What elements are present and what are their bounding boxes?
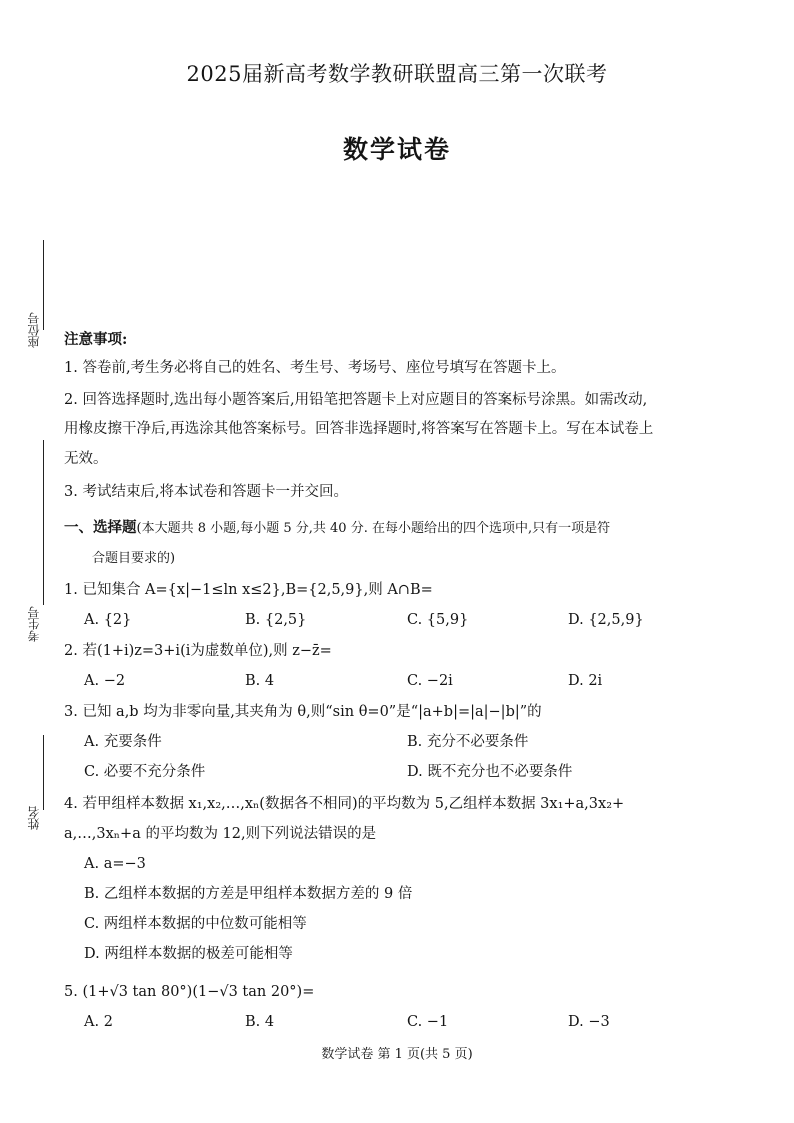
name-line — [43, 735, 44, 810]
q3-option-c: C. 必要不充分条件 — [84, 764, 206, 780]
q2-option-a: A. −2 — [84, 673, 126, 689]
notice-title: 注意事项: — [64, 331, 128, 348]
seat-line — [43, 240, 44, 330]
notice-item-1: 1. 答卷前,考生务必将自己的姓名、考生号、考场号、座位号填写在答题卡上。 — [64, 360, 566, 376]
q4-stem-line-2: a,…,3xₙ+a 的平均数为 12,则下列说法错误的是 — [64, 826, 377, 842]
notice-item-2-line-1: 2. 回答选择题时,选出每小题答案后,用铅笔把答题卡上对应题目的答案标号涂黑。如需改动, — [64, 392, 648, 408]
exam-title: 2025届新高考数学教研联盟高三第一次联考 — [186, 62, 608, 86]
q4-option-a: A. a=−3 — [84, 856, 146, 872]
q3-stem: 3. 已知 a,b 均为非零向量,其夹角为 θ,则“sin θ=0”是“|a+b|=|a|−|b|”的 — [64, 704, 542, 720]
q1-option-d: D. {2,5,9} — [568, 612, 644, 628]
q4-stem-line-1: 4. 若甲组样本数据 x₁,x₂,…,xₙ(数据各不相同)的平均数为 5,乙组样本数据 3x₁+a,3x₂+ — [64, 796, 625, 812]
subject-title: 数学试卷 — [342, 135, 451, 164]
q1-option-a: A. {2} — [84, 612, 132, 628]
exam-no-label: 考生号 — [27, 606, 41, 642]
q5-option-a: A. 2 — [84, 1014, 113, 1030]
seat-label: 座位号 — [27, 312, 41, 348]
q5-option-b: B. 4 — [245, 1014, 275, 1030]
notice-item-2-line-2: 用橡皮擦干净后,再选涂其他答案标号。回答非选择题时,将答案写在答题卡上。写在本试卷上 — [64, 421, 654, 437]
q1-stem: 1. 已知集合 A={x|−1≤ln x≤2},B={2,5,9},则 A∩B= — [64, 582, 433, 598]
q5-stem: 5. (1+√3 tan 80°)(1−√3 tan 20°)= — [64, 984, 315, 1000]
q3-option-b: B. 充分不必要条件 — [407, 734, 529, 750]
q4-option-c: C. 两组样本数据的中位数可能相等 — [84, 916, 307, 932]
q1-option-b: B. {2,5} — [245, 612, 307, 628]
q4-option-b: B. 乙组样本数据的方差是甲组样本数据方差的 9 倍 — [84, 886, 413, 902]
section-title: 一、选择题 — [64, 519, 137, 536]
section-note-line-1: (本大题共 8 小题,每小题 5 分,共 40 分. 在每小题给出的四个选项中,只有一项是符 — [136, 521, 611, 536]
q2-option-c: C. −2i — [407, 673, 453, 689]
page-footer: 数学试卷 第 1 页(共 5 页) — [321, 1047, 473, 1062]
q2-option-d: D. 2i — [568, 673, 603, 689]
q5-option-c: C. −1 — [407, 1014, 449, 1030]
q1-option-c: C. {5,9} — [407, 612, 469, 628]
q2-stem: 2. 若(1+i)z=3+i(i为虚数单位),则 z−z̄= — [64, 643, 332, 659]
q5-option-d: D. −3 — [568, 1014, 610, 1030]
exam-no-line — [43, 440, 44, 605]
name-label: 姓名 — [27, 806, 41, 830]
notice-item-3: 3. 考试结束后,将本试卷和答题卡一并交回。 — [64, 484, 349, 500]
q4-option-d: D. 两组样本数据的极差可能相等 — [84, 946, 293, 962]
q2-option-b: B. 4 — [245, 673, 275, 689]
q3-option-d: D. 既不充分也不必要条件 — [407, 764, 573, 780]
section-note-line-2: 合题目要求的) — [92, 551, 176, 566]
section-heading — [64, 518, 744, 539]
notice-item-2-line-3: 无效。 — [64, 451, 108, 467]
q3-option-a: A. 充要条件 — [84, 734, 162, 750]
